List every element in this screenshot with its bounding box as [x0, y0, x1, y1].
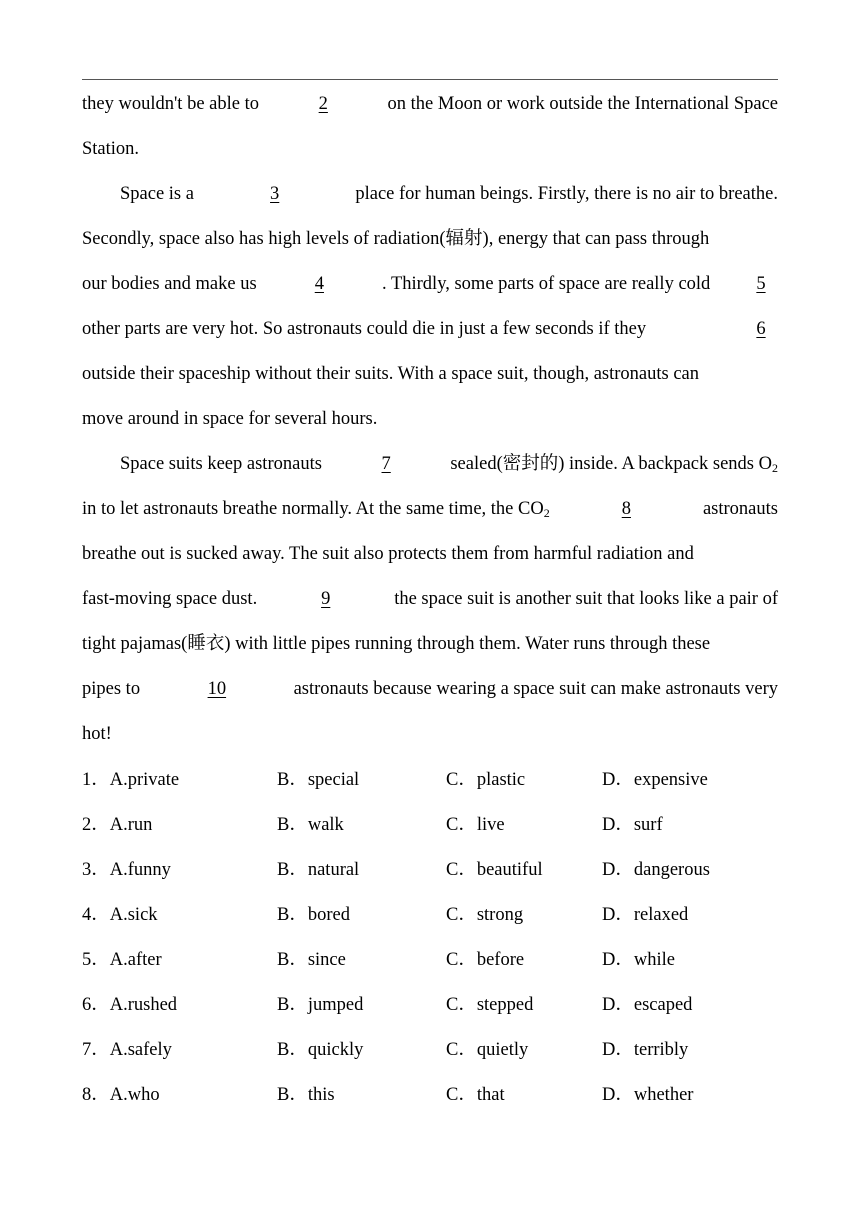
- passage-text: Space is a: [120, 184, 194, 204]
- passage-line: [82, 82, 778, 127]
- passage-text: tight pajamas(睡衣) with little pipes running through them. Water runs through these: [82, 634, 711, 654]
- option-a[interactable]: 5．A.after: [82, 950, 162, 970]
- subscript: 2: [771, 461, 778, 475]
- blank-8[interactable]: 8: [621, 499, 631, 519]
- option-d[interactable]: D．escaped: [602, 995, 693, 1015]
- passage-line: [82, 397, 778, 442]
- question-row-6: [82, 983, 778, 1028]
- passage-text: outside their spaceship without their suits. With a space suit, though, astronauts can: [82, 364, 700, 384]
- passage-text: Space suits keep astronauts: [120, 454, 322, 474]
- passage-line: [82, 532, 778, 577]
- subscript: 2: [543, 506, 550, 520]
- passage-text: other parts are very hot. So astronauts could die in just a few seconds if they: [82, 319, 647, 339]
- passage-text: move around in space for several hours.: [82, 409, 378, 429]
- option-a[interactable]: 4．A.sick: [82, 905, 158, 925]
- option-a[interactable]: 3．A.funny: [82, 860, 171, 880]
- option-a[interactable]: 7．A.safely: [82, 1040, 172, 1060]
- option-b[interactable]: B．walk: [277, 815, 344, 835]
- option-d[interactable]: D．relaxed: [602, 905, 689, 925]
- passage-line: [82, 307, 778, 352]
- passage-text: [450, 442, 778, 487]
- passage-text: Station.: [82, 139, 140, 159]
- blank-6[interactable]: 6: [756, 319, 766, 339]
- passage-text: the space suit is another suit that looks like a pair of: [394, 589, 778, 609]
- option-b[interactable]: B．natural: [277, 860, 360, 880]
- option-a[interactable]: 6．A.rushed: [82, 995, 178, 1015]
- passage-line: [82, 487, 778, 532]
- option-d[interactable]: D．surf: [602, 815, 663, 835]
- option-c[interactable]: C．stepped: [446, 995, 534, 1015]
- option-d[interactable]: D．while: [602, 950, 675, 970]
- passage-text: our bodies and make us: [82, 274, 257, 294]
- blank-4[interactable]: 4: [314, 274, 324, 294]
- passage-text: [82, 487, 550, 532]
- option-c[interactable]: C．that: [446, 1085, 505, 1105]
- cloze-passage: [82, 82, 778, 757]
- option-b[interactable]: B．jumped: [277, 995, 364, 1015]
- blank-2[interactable]: 2: [318, 94, 328, 114]
- passage-line: [82, 172, 778, 217]
- passage-text: place for human beings. Firstly, there is no air to breathe.: [355, 184, 778, 204]
- passage-line: [82, 352, 778, 397]
- passage-text: they wouldn't be able to: [82, 94, 259, 114]
- option-b[interactable]: B．bored: [277, 905, 350, 925]
- option-c[interactable]: C．before: [446, 950, 525, 970]
- passage-text: fast-moving space dust.: [82, 589, 258, 609]
- option-b[interactable]: B．this: [277, 1085, 335, 1105]
- question-row-5: [82, 938, 778, 983]
- question-row-4: [82, 893, 778, 938]
- passage-line: [82, 712, 778, 757]
- option-c[interactable]: C．beautiful: [446, 860, 543, 880]
- passage-line: [82, 217, 778, 262]
- passage-line: [82, 577, 778, 622]
- option-a[interactable]: 1．A.private: [82, 770, 180, 790]
- option-c[interactable]: C．quietly: [446, 1040, 529, 1060]
- passage-line: [82, 127, 778, 172]
- option-c[interactable]: C．plastic: [446, 770, 526, 790]
- blank-10[interactable]: 10: [207, 679, 227, 699]
- passage-text: breathe out is sucked away. The suit also protects them from harmful radiation and: [82, 544, 694, 564]
- passage-line: [82, 667, 778, 712]
- option-b[interactable]: B．special: [277, 770, 360, 790]
- answer-options: [82, 758, 778, 1118]
- passage-text: on the Moon or work outside the International Space: [387, 94, 778, 114]
- option-d[interactable]: D．expensive: [602, 770, 708, 790]
- passage-text: hot!: [82, 724, 112, 744]
- option-c[interactable]: C．strong: [446, 905, 524, 925]
- passage-text: astronauts because wearing a space suit can make astronauts very: [293, 679, 778, 699]
- header-divider: [82, 79, 778, 80]
- blank-7[interactable]: 7: [381, 454, 391, 474]
- passage-text: Secondly, space also has high levels of radiation(辐射), energy that can pass through: [82, 229, 710, 249]
- option-a[interactable]: 2．A.run: [82, 815, 153, 835]
- question-row-7: [82, 1028, 778, 1073]
- passage-text: pipes to: [82, 679, 141, 699]
- question-row-3: [82, 848, 778, 893]
- passage-line: [82, 622, 778, 667]
- passage-text: in to let astronauts breathe normally. At the same time, the CO: [82, 499, 544, 519]
- passage-text: sealed(密封的) inside. A backpack sends O: [450, 454, 772, 474]
- option-d[interactable]: D．whether: [602, 1085, 694, 1105]
- question-row-1: [82, 758, 778, 803]
- question-row-2: [82, 803, 778, 848]
- passage-text: astronauts: [702, 499, 778, 519]
- blank-9[interactable]: 9: [321, 589, 331, 609]
- option-a[interactable]: 8．A.who: [82, 1085, 160, 1105]
- blank-3[interactable]: 3: [270, 184, 280, 204]
- passage-text: . Thirdly, some parts of space are really cold: [382, 274, 711, 294]
- option-b[interactable]: B．quickly: [277, 1040, 364, 1060]
- blank-5[interactable]: 5: [756, 274, 766, 294]
- option-d[interactable]: D．dangerous: [602, 860, 710, 880]
- question-row-8: [82, 1073, 778, 1118]
- passage-line: [82, 442, 778, 487]
- option-c[interactable]: C．live: [446, 815, 505, 835]
- option-d[interactable]: D．terribly: [602, 1040, 689, 1060]
- passage-line: [82, 262, 778, 307]
- option-b[interactable]: B．since: [277, 950, 346, 970]
